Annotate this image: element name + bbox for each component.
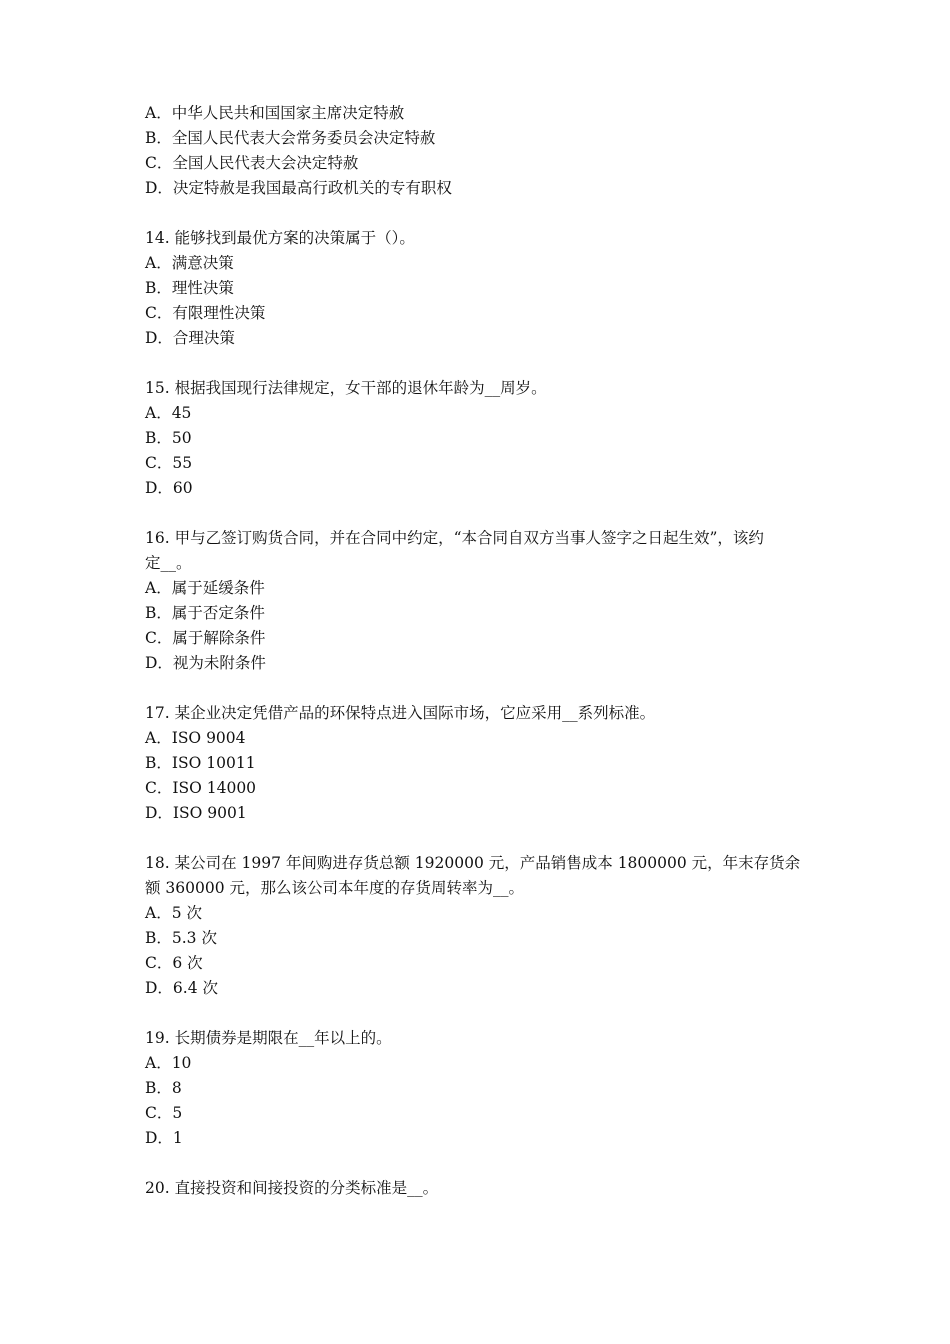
option-line: C．全国人民代表大会决定特赦 [145,154,359,172]
option-line: B．8 [145,1079,182,1097]
question-stem: 14. 能够找到最优方案的决策属于（）。 [145,229,415,247]
spacer [145,201,810,226]
option-line: B．ISO 10011 [145,754,256,772]
option-line: D．1 [145,1129,183,1147]
option-line: C．6 次 [145,954,203,972]
spacer [145,826,810,851]
spacer [145,351,810,376]
option-line: A．属于延缓条件 [145,579,265,597]
option-line: B．5.3 次 [145,929,217,947]
option-line: A．10 [145,1054,192,1072]
option-line: D．视为未附条件 [145,654,266,672]
question-stem: 18. 某公司在 1997 年间购进存货总额 1920000 元，产品销售成本 1800000 元，年末存货余 [145,854,801,872]
option-line: C．55 [145,454,193,472]
option-line: A．中华人民共和国国家主席决定特赦 [145,104,405,122]
option-line: C．5 [145,1104,183,1122]
option-line: A．ISO 9004 [145,729,246,747]
option-line: A．5 次 [145,904,202,922]
question-stem: 16. 甲与乙签订购货合同，并在合同中约定，“本合同自双方当事人签字之日起生效”，该约 [145,529,764,547]
option-line: B．理性决策 [145,279,234,297]
spacer [145,1151,810,1176]
option-line: D．合理决策 [145,329,235,347]
question-stem: 19. 长期债券是期限在__年以上的。 [145,1029,392,1047]
option-line: B．全国人民代表大会常务委员会决定特赦 [145,129,436,147]
option-line: C．属于解除条件 [145,629,266,647]
spacer [145,676,810,701]
option-line: D．决定特赦是我国最高行政机关的专有职权 [145,179,452,197]
question-stem: 17. 某企业决定凭借产品的环保特点进入国际市场，它应采用__系列标准。 [145,704,656,722]
option-line: A．满意决策 [145,254,234,272]
option-line: D．6.4 次 [145,979,219,997]
document-page [145,101,810,1201]
question-stem: 15. 根据我国现行法律规定，女干部的退休年龄为__周岁。 [145,379,547,397]
spacer [145,501,810,526]
option-line: B．属于否定条件 [145,604,265,622]
question-stem: 20. 直接投资和间接投资的分类标准是__。 [145,1179,439,1197]
question-stem-continued: 定__。 [145,554,192,572]
spacer [145,1001,810,1026]
option-line: C．ISO 14000 [145,779,257,797]
option-line: B．50 [145,429,192,447]
option-line: D．ISO 9001 [145,804,247,822]
option-line: A．45 [145,404,192,422]
question-stem-continued: 额 360000 元，那么该公司本年度的存货周转率为__。 [145,879,525,897]
option-line: D．60 [145,479,193,497]
option-line: C．有限理性决策 [145,304,266,322]
